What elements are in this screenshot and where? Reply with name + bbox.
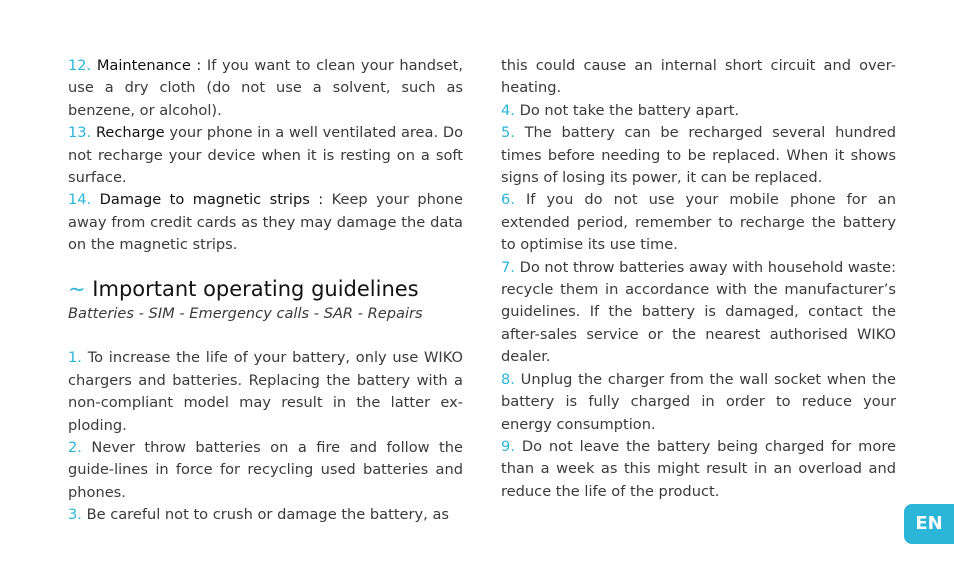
section-marker: ~ [68,276,86,301]
item-text: Keep your phone away from credit cards as they may damage the data on the magnetic strips. [68,191,464,254]
item-number: 9. [501,437,515,455]
guideline-item-8 [501,369,896,436]
guideline-item-12 [68,55,463,122]
item-number: 1. [68,349,82,367]
section-subtitle: Batteries - SIM - Emergency calls - SAR - Repairs [68,304,423,322]
item-text: Do not take the battery apart. [514,101,740,119]
item-text: your phone in a well ventilated area. Do not recharge your device when it is resting on a soft surface. [68,124,463,187]
item-term: Maintenance : [96,57,202,74]
guideline-item-9 [501,436,896,503]
item-text: Unplug the charger from the wall socket when the battery is fully charged in order to reduce your energy consumption. [501,370,896,433]
right-column [501,55,896,503]
guideline-item-2 [68,437,463,504]
item-text: The battery can be recharged several hundred times before needing to be replaced. When it shows signs of losing its power, it can be replaced. [501,124,896,187]
language-badge: EN [904,504,954,544]
item-number: 12. [68,57,92,74]
left-column [68,55,463,527]
item-text: If you want to clean your handset, use a dry cloth (do not use a solvent, such as benzene, or alcohol). [68,57,463,119]
item-term: Damage to magnetic strips : [99,191,324,209]
guideline-item-14 [68,189,463,256]
item-number: 14. [68,191,92,209]
guideline-item-13 [68,122,463,189]
guideline-item-7 [501,257,896,369]
guideline-item-4 [501,100,896,122]
guideline-item-3 [68,504,463,526]
item-number: 2. [68,439,82,457]
item-number: 8. [501,370,515,388]
item-number: 4. [501,101,515,119]
item-text: Never throw batteries on a fire and follow the guide-lines in force for recycling used batteries and phones. [68,439,463,501]
item-number: 13. [68,124,92,142]
guideline-item-6 [501,189,896,256]
item-number: 3. [68,506,82,524]
section-title [68,275,463,303]
guideline-item-5 [501,122,896,189]
item-text: If you do not use your mobile phone for an extended period, remember to recharge the battery to optimise its use time. [501,191,896,254]
guideline-item-3-continued: this could cause an internal short circuit and over-heating. [501,57,896,97]
guideline-item-1 [68,347,463,437]
item-number: 7. [501,258,515,276]
item-text: Do not throw batteries away with household waste: recycle them in accordance with the manufacturer’s guidelines. If the battery is damaged, contact the after-sales service or the nearest authorised WIKO dealer. [501,258,896,366]
item-text: Do not leave the battery being charged for more than a week as this might result in an overload and reduce the life of the product. [501,437,896,500]
item-text: Be careful not to crush or damage the battery, as [81,506,449,524]
item-term: Recharge [95,124,165,142]
section-title-text: Important operating guidelines [92,276,419,301]
item-number: 6. [501,191,515,209]
item-text: To increase the life of your battery, only use WIKO chargers and batteries. Replacing the battery with a non-compliant model may result in the latter ex-ploding. [68,349,463,434]
item-number: 5. [501,124,515,142]
